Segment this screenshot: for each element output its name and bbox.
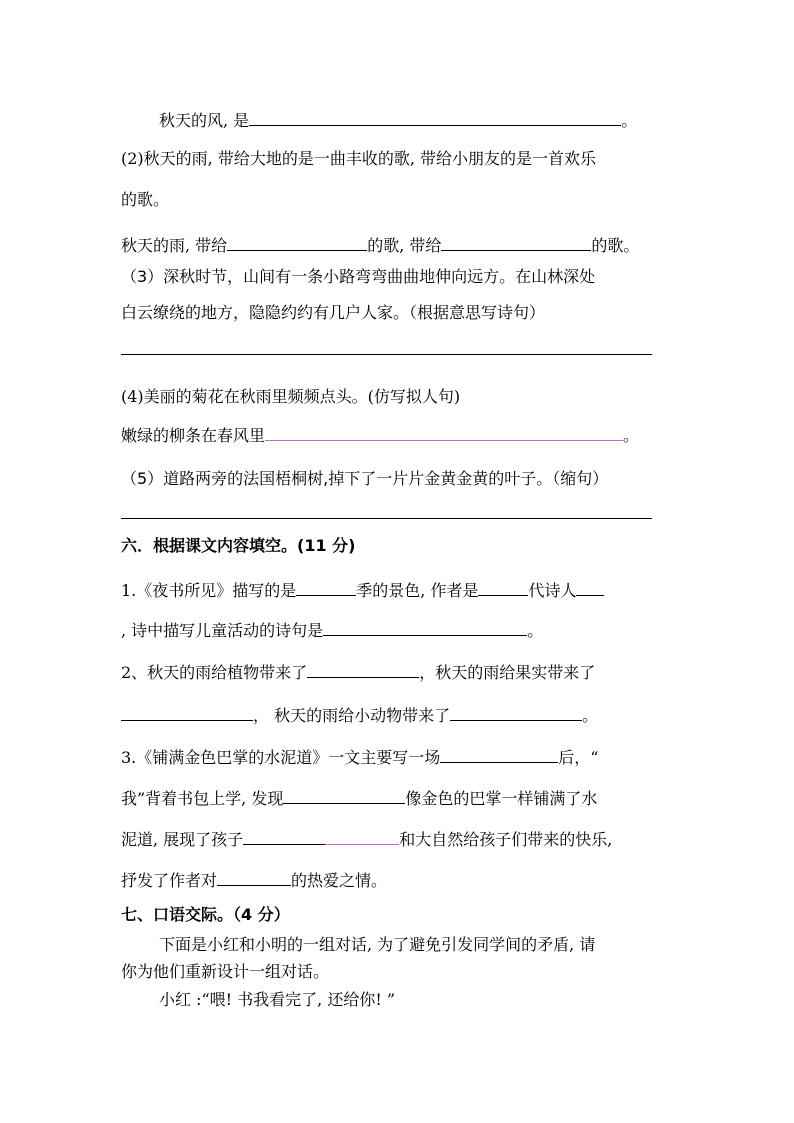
s6-q3-blank-2[interactable] [283, 785, 405, 804]
s6-q2-part-b: ，秋天的雨给果实带来了 [419, 663, 596, 682]
q5-answer-line[interactable] [121, 518, 652, 519]
s6-q2-line2-b: ， 秋天的雨给小动物带来了 [253, 706, 451, 725]
q4-line1: (4)美丽的菊花在秋雨里频频点头。(仿写拟人句) [121, 387, 461, 406]
q2-blank-2[interactable] [441, 232, 591, 251]
s6-q1-blank-4[interactable] [323, 617, 527, 636]
s6-q3-line3-b: 和大自然给孩子们带来的快乐, [399, 830, 613, 849]
s6-q3-line2-a: 我”背着书包上学, 发现 [121, 789, 284, 808]
s6-q1-line1 [121, 577, 604, 599]
s6-q3-blank-1[interactable] [440, 744, 558, 763]
q4-fill-prefix: 嫩绿的柳条在春风里 [121, 426, 266, 445]
s6-q3-part-b: 后，“ [558, 748, 599, 767]
q4-fill-suffix: 。 [623, 426, 640, 445]
q3-line2: 白云缭绕的地方，隐隐约约有几户人家。（根据意思写诗句） [121, 303, 546, 322]
s6-q2-blank-3[interactable] [450, 702, 582, 721]
s6-q2-part-a: 2、秋天的雨给植物带来了 [121, 663, 308, 682]
s6-q1-line2-b: 。 [527, 621, 544, 640]
q1-blank[interactable] [249, 107, 621, 126]
q3-line1: （3）深秋时节，山间有一条小路弯弯曲曲地伸向远方。在山林深处 [121, 267, 596, 286]
s6-q1-part-a: 1.《夜书所见》描写的是 [121, 581, 297, 600]
s7-para-line1: 下面是小红和小明的一组对话, 为了避免引发同学间的矛盾, 请 [159, 935, 596, 954]
s6-q3-line4-b: 的热爱之情。 [291, 871, 388, 890]
s6-q3-line4 [121, 867, 387, 889]
q5-line1: （5）道路两旁的法国梧桐树,掉下了一片片金黄金黄的叶子。（缩句） [121, 469, 609, 488]
q2-fill-b: 的歌, 带给 [367, 236, 442, 255]
q4-fill-line [121, 422, 639, 444]
q1-suffix: 。 [621, 111, 638, 130]
q2-fill-c: 的歌。 [591, 236, 640, 255]
q2-fill-line [121, 232, 639, 254]
q2-line1: (2)秋天的雨, 带给大地的是一曲丰收的歌, 带给小朋友的是一首欢乐 [121, 149, 597, 168]
s6-q1-part-c: 代诗人 [528, 581, 577, 600]
s7-para-line2: 你为他们重新设计一组对话。 [121, 962, 330, 981]
s6-q3-blank-4[interactable] [217, 867, 291, 886]
q2-line2: 的歌。 [121, 190, 170, 209]
section7-heading: 七、口语交际。（4 分） [121, 905, 290, 924]
s6-q3-part-a: 3.《铺满金色巴掌的水泥道》一文主要写一场 [121, 748, 441, 767]
s6-q2-line2 [121, 702, 598, 724]
section6-heading: 六．根据课文内容填空。(11 分) [121, 536, 356, 555]
s6-q2-line1 [121, 659, 595, 681]
s6-q3-line2-b: 像金色的巴掌一样铺满了水 [405, 789, 598, 808]
q2-blank-1[interactable] [227, 232, 367, 251]
s6-q3-line1 [121, 744, 598, 766]
s6-q2-blank-1[interactable] [307, 659, 419, 678]
q1-fill-line [159, 107, 637, 129]
s6-q2-line2-c: 。 [582, 706, 599, 725]
s6-q3-blank-3a[interactable] [243, 826, 325, 845]
q3-answer-line[interactable] [121, 354, 652, 355]
q4-blank[interactable] [265, 422, 623, 441]
q1-prefix: 秋天的风, 是 [159, 111, 250, 130]
s6-q1-line2 [121, 617, 543, 639]
s6-q1-line2-a: , 诗中描写儿童活动的诗句是 [121, 621, 324, 640]
s6-q1-blank-2[interactable] [478, 577, 528, 596]
s6-q1-part-b: 季的景色, 作者是 [356, 581, 479, 600]
s6-q3-blank-3b[interactable] [325, 826, 399, 845]
s6-q1-blank-3[interactable] [576, 577, 604, 596]
s6-q3-line3-a: 泥道, 展现了孩子 [121, 830, 244, 849]
q2-fill-a: 秋天的雨, 带给 [121, 236, 228, 255]
s6-q3-line2 [121, 785, 597, 807]
s6-q1-blank-1[interactable] [296, 577, 356, 596]
s6-q3-line3 [121, 826, 612, 848]
s6-q2-blank-2[interactable] [121, 702, 253, 721]
s6-q3-line4-a: 抒发了作者对 [121, 871, 218, 890]
s7-dialog: 小红 :“喂! 书我看完了, 还给你! ” [159, 990, 396, 1009]
